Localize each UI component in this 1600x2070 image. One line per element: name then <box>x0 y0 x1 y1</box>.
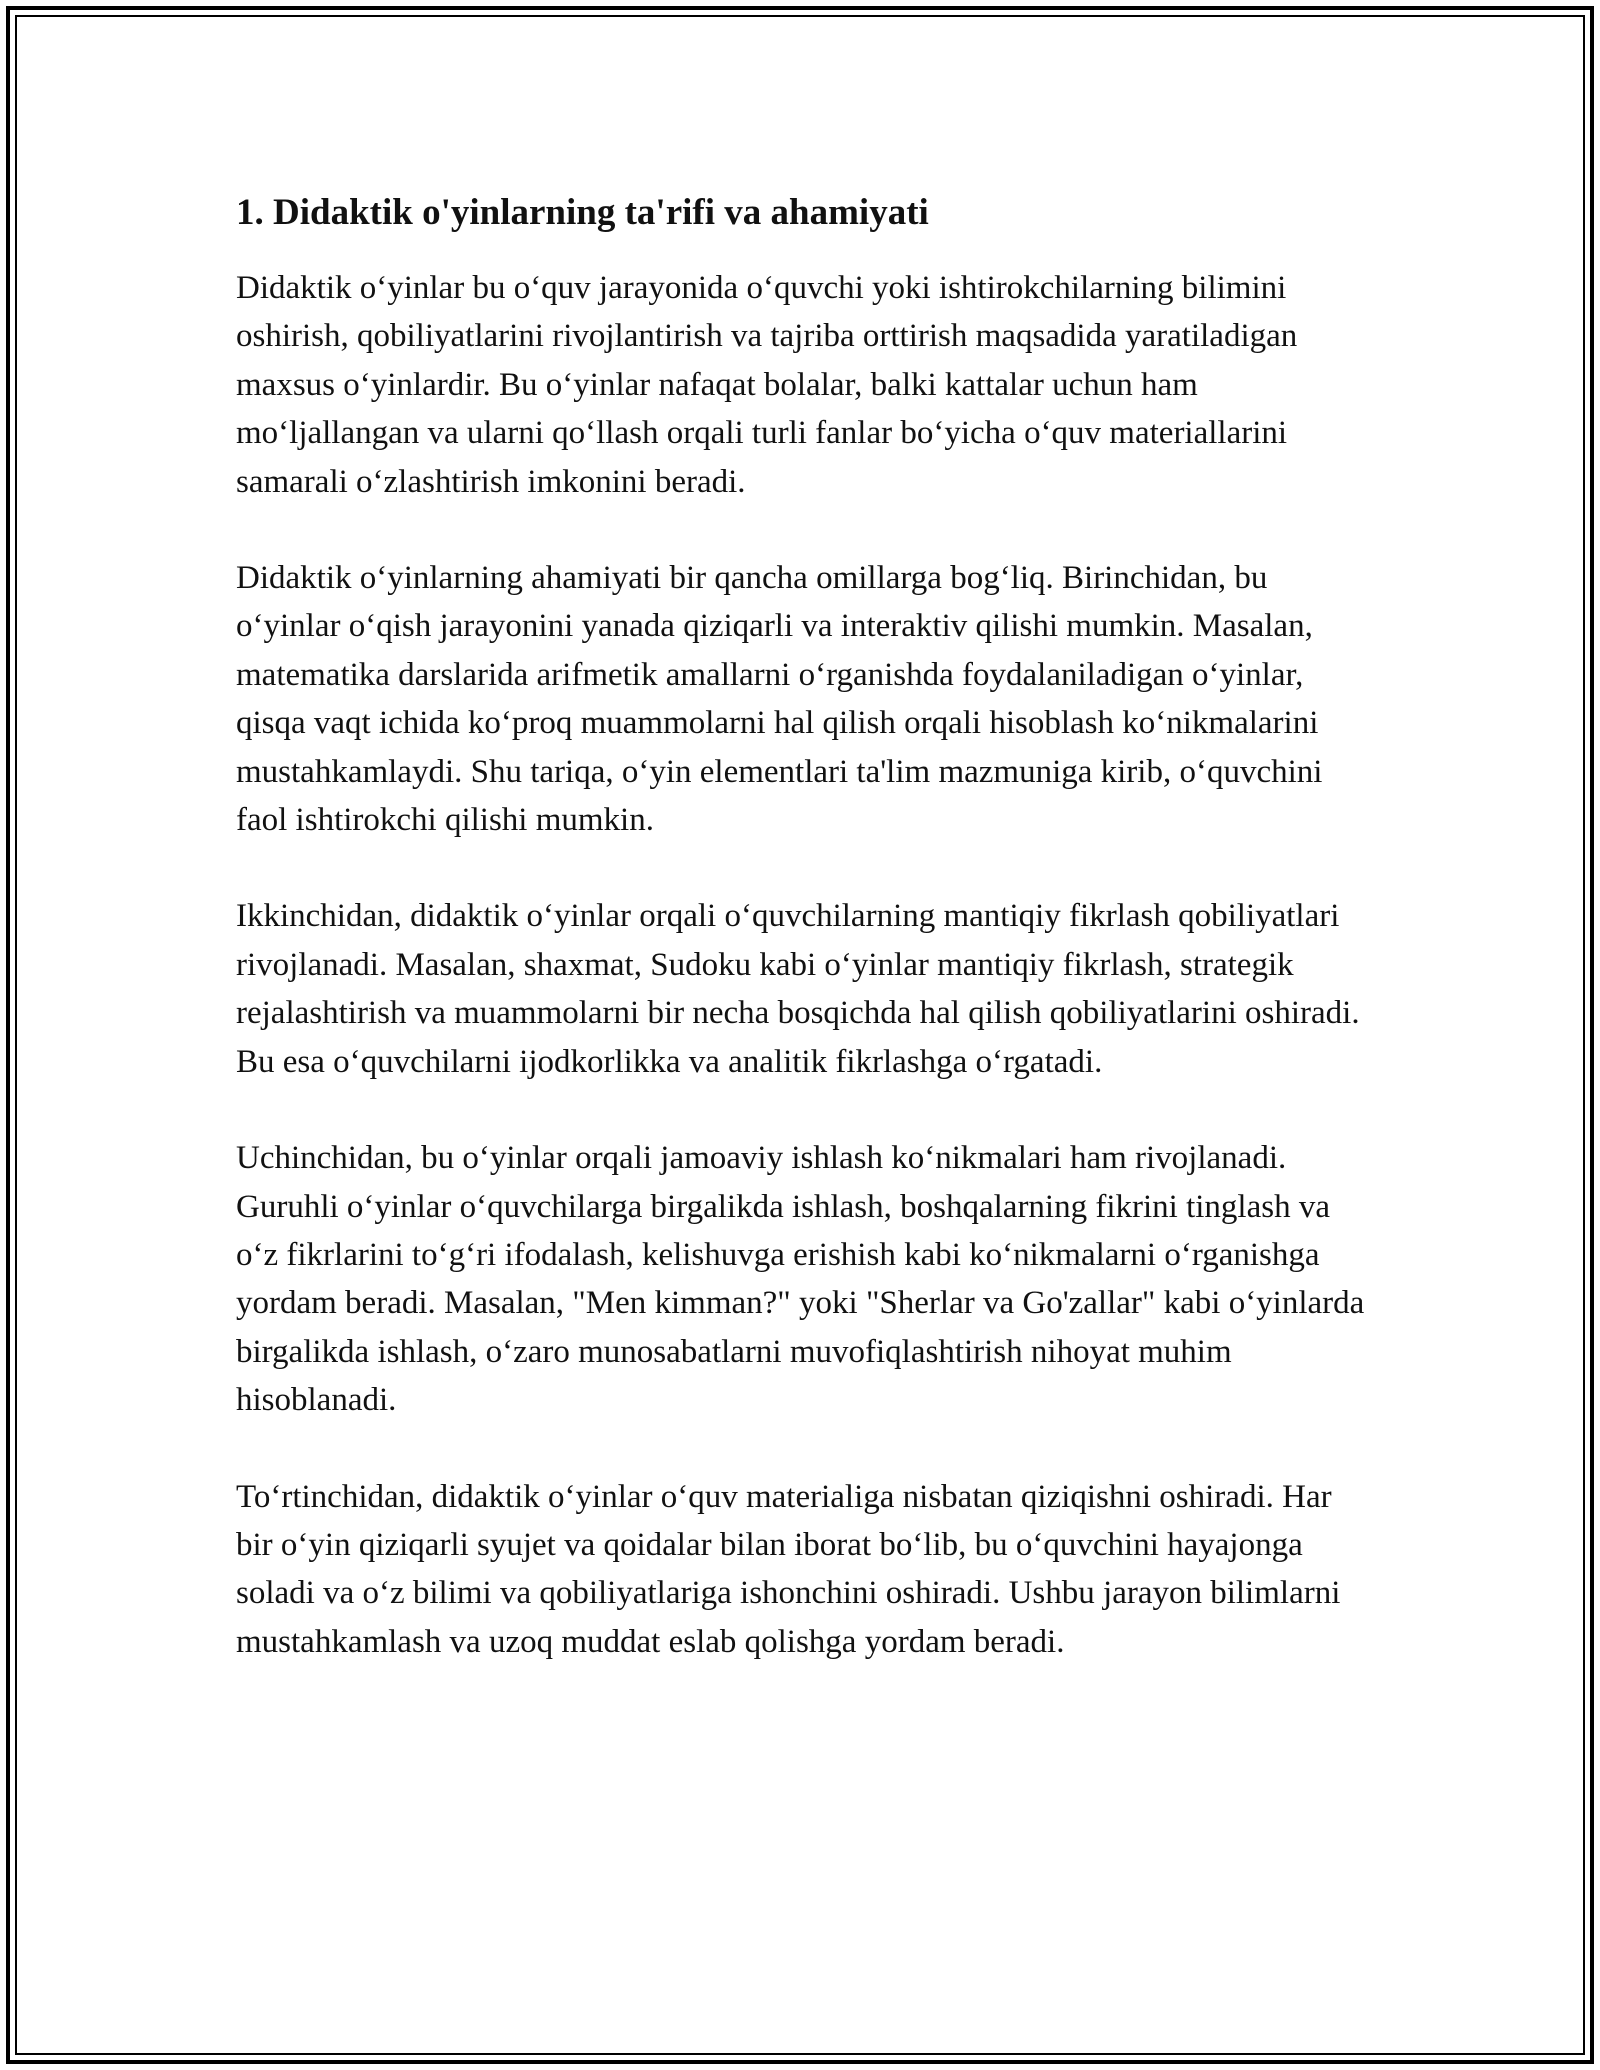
paragraph-definition: Didaktik o‘yinlar bu o‘quv jarayonida o‘quvchi yoki ishtirokchilarning bilimini oshirish, qobiliyatlarini rivojlantirish va tajriba orttirish maqsadida yaratiladigan maxsus o‘yinlardir. Bu o‘yinlar nafaqat bolalar, balki kattalar uchun ham mo‘ljallangan va ularni qo‘llash orqali turli fanlar bo‘yicha o‘quv materiallarini samarali o‘zlashtirish imkonini beradi. <box>236 270 1298 500</box>
paragraph-second-reason: Ikkinchidan, didaktik o‘yinlar orqali o‘quvchilarning mantiqiy fikrlash qobiliyatlari rivojlanadi. Masalan, shaxmat, Sudoku kabi o‘yinlar mantiqiy fikrlash, strategik rejalashtirish va muammolarni bir necha bosqichda hal qilish qobiliyatlarini oshiradi. Bu esa o‘quvchilarni ijodkorlikka va analitik fikrlashga o‘rgatadi. <box>236 898 1360 1080</box>
paragraph-first-reason: Didaktik o‘yinlarning ahamiyati bir qancha omillarga bog‘liq. Birinchidan, bu o‘yinlar o‘qish jarayonini yanada qiziqarli va interaktiv qilishi mumkin. Masalan, matematika darslarida arifmetik amallarni o‘rganishda foydalaniladigan o‘yinlar, qisqa vaqt ichida ko‘proq muammolarni hal qilish orqali hisoblash ko‘nikmalarini mustahkamlaydi. Shu tariqa, o‘yin elementlari ta'lim mazmuniga kirib, o‘quvchini faol ishtirokchi qilishi mumkin. <box>236 560 1323 839</box>
section-heading: 1. Didaktik o'yinlarning ta'rifi va ahamiyati <box>236 192 929 233</box>
paragraph-fourth-reason: To‘rtinchidan, didaktik o‘yinlar o‘quv materialiga nisbatan qiziqishni oshiradi. Har bir o‘yin qiziqarli syujet va qoidalar bilan iborat bo‘lib, bu o‘quvchini hayajonga soladi va o‘z bilimi va qobiliyatlariga ishonchini oshiradi. Ushbu jarayon bilimlarni mustahkamlash va uzoq muddat eslab qolishga yordam beradi. <box>236 1478 1341 1660</box>
paragraph-third-reason: Uchinchidan, bu o‘yinlar orqali jamoaviy ishlash ko‘nikmalari ham rivojlanadi. Guruhli o‘yinlar o‘quvchilarga birgalikda ishlash, boshqalarning fikrini tinglash va o‘z fikrlarini to‘g‘ri ifodalash, kelishuvga erishish kabi ko‘nikmalarni o‘rganishga yordam beradi. Masalan, "Men kimman?" yoki "Sherlar va Go'zallar" kabi o‘yinlarda birgalikda ishlash, o‘zaro munosabatlarni muvofiqlashtirish nihoyat muhim hisoblanadi. <box>236 1140 1365 1419</box>
document-body <box>236 186 1366 1714</box>
